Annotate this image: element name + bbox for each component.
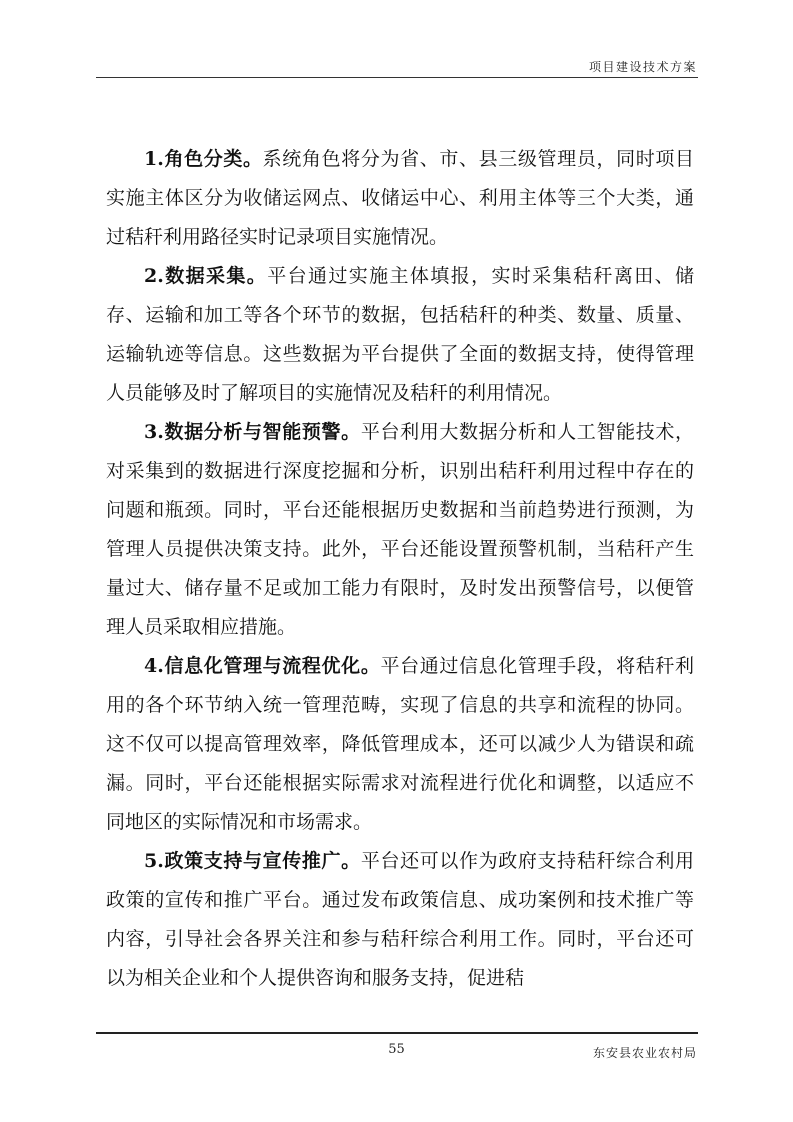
paragraph-policy-support (106, 842, 694, 998)
paragraph-text: 平台通过实施主体填报，实时采集秸秆离田、储存、运输和加工等各个环节的数据，包括秸秆的种类、数量、质量、运输轨迹等信息。这些数据为平台提供了全面的数据支持，使得管理人员能够及时了解项目的实施情况及秸秆的利用情况。 (106, 265, 694, 404)
paragraph-heading: 4.信息化管理与流程优化。 (144, 655, 381, 677)
footer-divider (96, 1032, 698, 1034)
paragraph-heading: 1.角色分类。 (144, 148, 263, 170)
header-divider (96, 77, 698, 78)
paragraph-text: 平台还可以作为政府支持秸秆综合利用政策的宣传和推广平台。通过发布政策信息、成功案例和技术推广等内容，引导社会各界关注和参与秸秆综合利用工作。同时，平台还可以为相关企业和个人提供咨询和服务支持，促进秸 (106, 850, 694, 989)
paragraph-heading: 3.数据分析与智能预警。 (144, 421, 361, 443)
paragraph-heading: 2.数据采集。 (144, 265, 268, 287)
paragraph-text: 平台通过信息化管理手段，将秸秆利用的各个环节纳入统一管理范畴，实现了信息的共享和流程的协同。这不仅可以提高管理效率，降低管理成本，还可以减少人为错误和疏漏。同时，平台还能根据实际需求对流程进行优化和调整，以适应不同地区的实际情况和市场需求。 (106, 655, 694, 833)
paragraph-text: 平台利用大数据分析和人工智能技术，对采集到的数据进行深度挖掘和分析，识别出秸秆利用过程中存在的问题和瓶颈。同时，平台还能根据历史数据和当前趋势进行预测，为管理人员提供决策支持。此外，平台还能设置预警机制，当秸秆产生量过大、储存量不足或加工能力有限时，及时发出预警信号，以便管理人员采取相应措施。 (106, 421, 694, 638)
document-body (106, 140, 694, 998)
paragraph-information-management (106, 647, 694, 842)
running-header-title: 项目建设技术方案 (588, 60, 697, 74)
footer-organization: 东安县农业农村局 (592, 1046, 697, 1060)
paragraph-text: 系统角色将分为省、市、县三级管理员，同时项目实施主体区分为收储运网点、收储运中心、利用主体等三个大类，通过秸秆利用路径实时记录项目实施情况。 (106, 148, 694, 248)
paragraph-data-collection (106, 257, 694, 413)
paragraph-role-classification (106, 140, 694, 257)
paragraph-data-analysis (106, 413, 694, 647)
page-number: 55 (388, 1042, 405, 1057)
paragraph-heading: 5.政策支持与宣传推广。 (144, 850, 361, 872)
